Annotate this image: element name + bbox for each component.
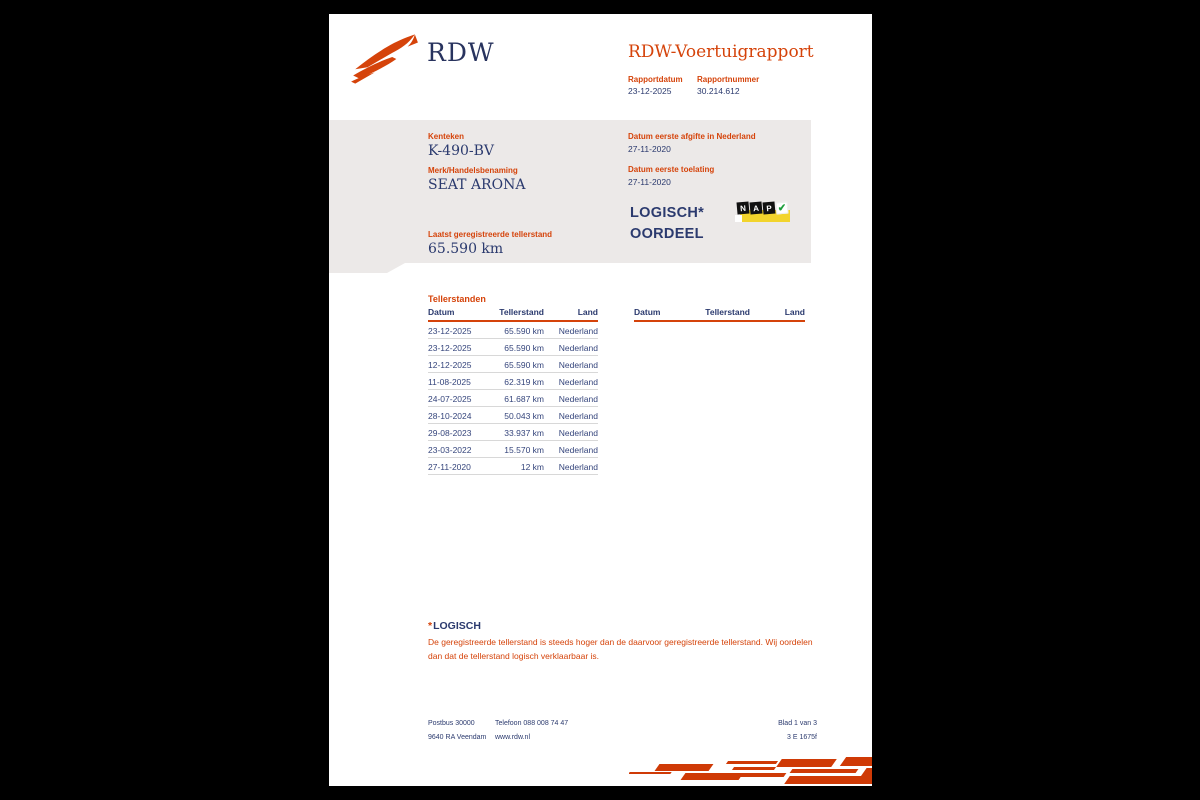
footer-address-line1: Postbus 30000 [428, 720, 475, 727]
vehicle-summary-panel [329, 120, 811, 273]
oordeel-line1: LOGISCH* [630, 205, 705, 221]
cell-datum: 23-03-2022 [428, 444, 472, 455]
cell-datum: 28-10-2024 [428, 410, 472, 421]
cell-tellerstand: 62.319 km [504, 376, 544, 387]
nap-logo [735, 200, 793, 226]
merk-label: Merk/Handelsbenaming [428, 166, 518, 175]
oordeel-line2: OORDEEL [630, 226, 704, 242]
footer-form-code: 3 E 1675f [787, 734, 817, 741]
footer-phone: Telefoon 088 008 74 47 [495, 720, 569, 727]
table-row [428, 356, 598, 373]
cell-land: Nederland [558, 359, 598, 370]
page-title: RDW-Voertuigrapport [628, 42, 814, 62]
cell-datum: 29-08-2023 [428, 427, 472, 438]
cell-datum: 23-12-2025 [428, 325, 472, 336]
table-row [428, 339, 598, 356]
rdw-feather-logo-icon [347, 30, 421, 88]
kenteken-value: K-490-BV [428, 143, 495, 159]
cell-tellerstand: 33.937 km [504, 427, 544, 438]
table-row [428, 441, 598, 458]
report-date-value: 23-12-2025 [628, 86, 672, 96]
nap-check-icon: ✔ [777, 202, 787, 214]
footnote-title-text: LOGISCH [433, 620, 481, 632]
cell-datum: 11-08-2025 [428, 376, 471, 387]
table-body [428, 322, 598, 475]
toelating-label: Datum eerste toelating [628, 165, 715, 174]
header-datum: Datum [634, 307, 661, 317]
footer-page-indicator: Blad 1 van 3 [778, 720, 817, 727]
cell-land: Nederland [558, 325, 598, 336]
cell-tellerstand: 12 km [520, 461, 544, 472]
cell-land: Nederland [558, 410, 598, 421]
cell-datum: 27-11-2020 [428, 461, 471, 472]
cell-land: Nederland [558, 342, 598, 353]
header-tellerstand: Tellerstand [499, 307, 544, 317]
cell-datum: 24-07-2025 [428, 393, 472, 404]
document-page [329, 14, 872, 786]
footnote-text: De geregistreerde tellerstand is steeds hoger dan de daarvoor geregistreerde tellerstand. Wij oordelen dan dat de tellerstand logisch verklaarbaar is. [428, 637, 813, 661]
nap-white-chip [735, 215, 742, 222]
rdw-wordmark: RDW [427, 38, 495, 67]
tellerstand-value: 65.590 km [428, 241, 504, 257]
header-datum: Datum [428, 307, 455, 317]
footer-website: www.rdw.nl [495, 734, 531, 741]
merk-value: SEAT ARONA [428, 177, 526, 193]
footnote-title [428, 620, 481, 632]
afgifte-value: 27-11-2020 [628, 144, 671, 154]
cell-land: Nederland [558, 461, 598, 472]
rdw-feather-pattern [629, 756, 872, 786]
cell-datum: 12-12-2025 [428, 359, 472, 370]
footer-address-line2: 9640 RA Veendam [428, 734, 487, 741]
cell-tellerstand: 65.590 km [504, 359, 544, 370]
table-row [428, 407, 598, 424]
toelating-value: 27-11-2020 [628, 177, 671, 187]
footer-pagination [778, 717, 817, 745]
header-land: Land [784, 307, 805, 317]
mileage-table-left [428, 307, 598, 475]
table-header-row [634, 307, 805, 322]
cell-tellerstand: 61.687 km [504, 393, 544, 404]
nap-letter-n: N [736, 201, 749, 214]
report-date-label: Rapportdatum [628, 75, 683, 84]
cell-land: Nederland [558, 376, 598, 387]
report-number-value: 30.214.612 [697, 86, 740, 96]
table-row [428, 390, 598, 407]
cell-land: Nederland [558, 393, 598, 404]
cell-land: Nederland [558, 444, 598, 455]
report-number-label: Rapportnummer [697, 75, 760, 84]
tellerstanden-title: Tellerstanden [428, 294, 486, 304]
cell-land: Nederland [558, 427, 598, 438]
afgifte-label: Datum eerste afgifte in Nederland [628, 132, 756, 141]
footer-address [428, 717, 486, 745]
cell-tellerstand: 65.590 km [504, 342, 544, 353]
mileage-table-right [634, 307, 805, 322]
nap-letter-p: P [762, 201, 775, 214]
table-row [428, 424, 598, 441]
header-tellerstand: Tellerstand [705, 307, 750, 317]
footnote-star: * [428, 620, 433, 632]
header-land: Land [577, 307, 598, 317]
tellerstand-label: Laatst geregistreerde tellerstand [428, 230, 553, 239]
nap-letter-a: A [749, 201, 762, 214]
cell-datum: 23-12-2025 [428, 342, 472, 353]
footer-contact [495, 717, 568, 745]
table-row [428, 322, 598, 339]
table-header-row [428, 307, 598, 322]
cell-tellerstand: 65.590 km [504, 325, 544, 336]
cell-tellerstand: 15.570 km [504, 444, 544, 455]
cell-tellerstand: 50.043 km [504, 410, 544, 421]
table-row [428, 458, 598, 475]
kenteken-label: Kenteken [428, 132, 465, 141]
table-row [428, 373, 598, 390]
